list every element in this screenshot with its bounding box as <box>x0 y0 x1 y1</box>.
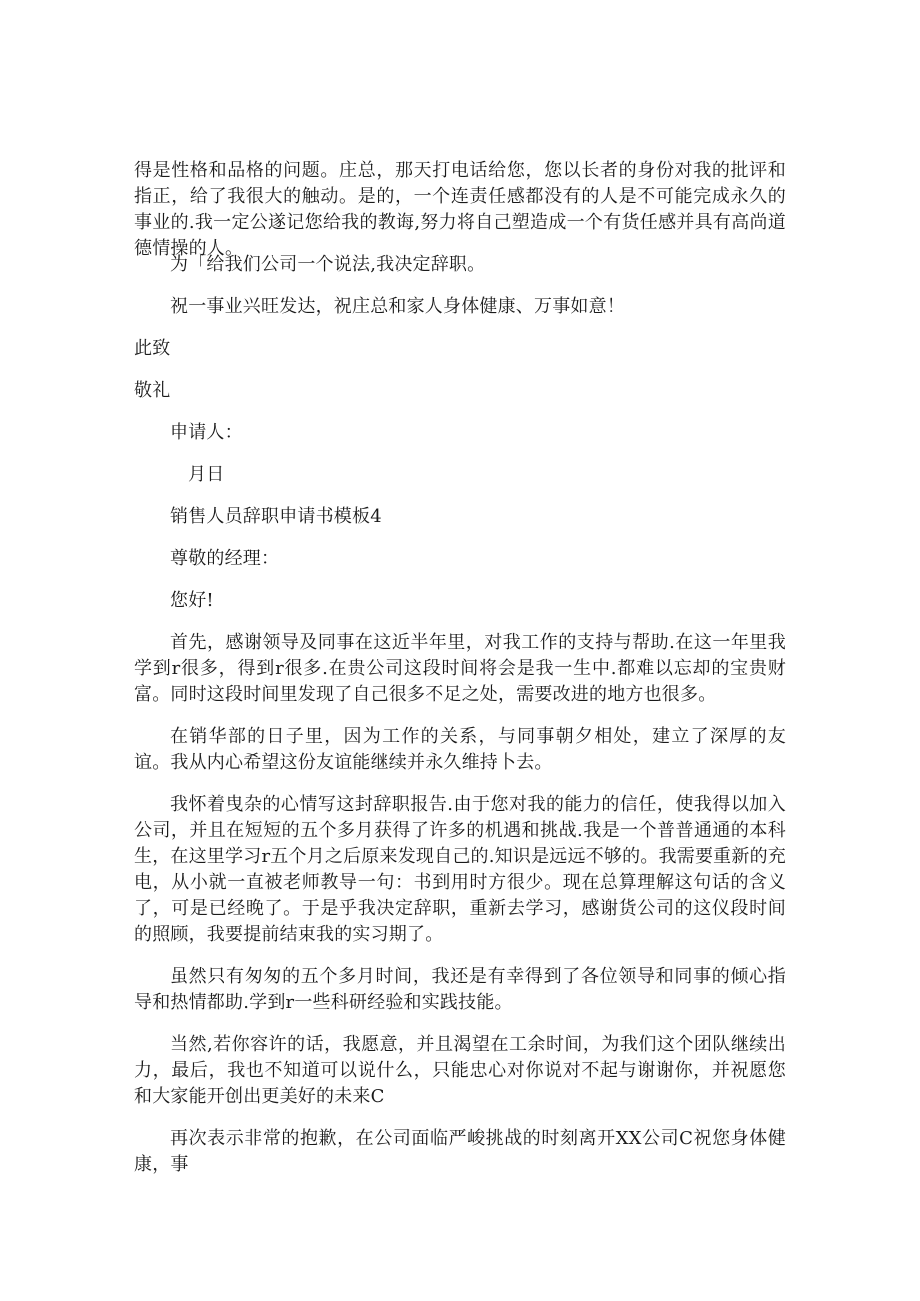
closing-regards: 敬礼 <box>134 380 171 401</box>
paragraph-decision: 为「给我们公司一个说法,我决定辞职。 <box>170 254 486 275</box>
paragraph-resignation-reason: 我怀着曳杂的心情写这封辞职报告.由于您对我的能力的信任，使我得以加入公司，并且在短短的五个多月获得了许多的机遇和挑战.我是一个普普通通的本科生，在这里学习r五个月之后原来发现自己的.知识是远远不够的。我需要重新的充电，从小就一直被老师教导一句：书到用时方很少。现在总算理解这句话的含义了，可是已经晚了。于是乎我决定辞职，重新去学习，感谢货公司的这仪段时间的照顾，我要提前结束我的实习期了。 <box>134 794 786 945</box>
section-heading: 销售人员辞职申请书模板4 <box>170 506 382 527</box>
date-label: 月日 <box>188 464 225 485</box>
paragraph-friendship: 在销华部的日子里，因为工作的关系，与同事朝夕相处，建立了深厚的友谊。我从内心希望这份友谊能继续并永久维持卜去。 <box>134 726 786 773</box>
paragraph-apology: 再次表示非常的抱歉，在公司面临严峻挑战的时刻离开XX公司C祝您身体健康，事 <box>134 1128 786 1175</box>
paragraph-thanks: 首先，感谢领导及同事在这近半年里，对我工作的支持与帮助.在这一年里我学到r很多，得到r很多.在贵公司这段时间将会是我一生中.都难以忘却的宝贵财富。同时这段时间里发现了自己很多不足之处，需要改进的地方也很多。 <box>134 632 786 705</box>
applicant-label: 申请人： <box>170 422 243 443</box>
greeting-hello: 您好! <box>170 590 214 611</box>
greeting-manager: 尊敬的经理： <box>170 548 280 569</box>
paragraph-character-reflection: 得是性格和品格的问题。庄总，那天打电话给您，您以长者的身份对我的批评和指正，给了我很大的触动。是的，一个连责任感都没有的人是不可能完成永久的事业的.我一定公遂记您给我的教诲,努力将自己塑造成一个有货任感并具有高尚道德情操的人。 <box>134 160 786 259</box>
document-body <box>134 158 786 1178</box>
paragraph-wishes: 祝一事业兴旺发达，祝庄总和家人身体健康、万事如意！ <box>170 296 625 317</box>
paragraph-gratitude: 虽然只有匆匆的五个多月时间，我还是有幸得到了各位领导和同事的倾心指导和热情都助.学到r一些科研经验和实践技能。 <box>134 966 786 1013</box>
closing-salutation: 此致 <box>134 338 171 359</box>
paragraph-future-help: 当然,若你容许的话，我愿意，并且渴望在工余时间，为我们这个团队继续出力，最后，我也不知道可以说什么，只能忠心对你说对不起与谢谢你，并祝愿您和大家能开创出更美好的未来C <box>134 1034 786 1107</box>
